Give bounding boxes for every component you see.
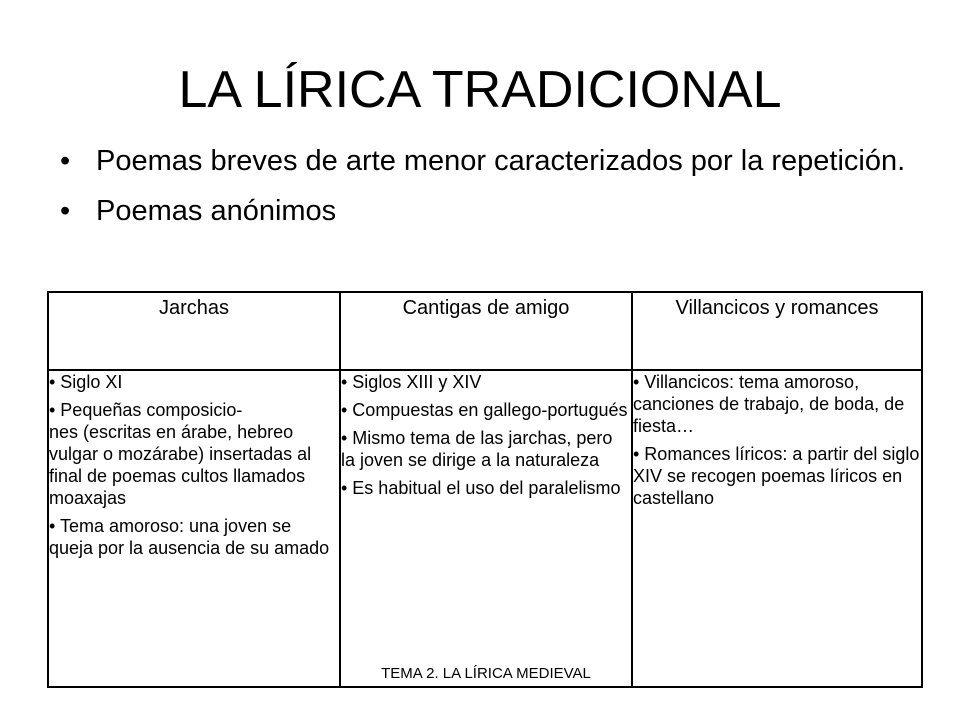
- cell-item: • Romances líricos: a partir del siglo XIV se recogen poemas líricos en castellano: [633, 444, 920, 508]
- cell-item: • Compuestas en gallego-portugués: [341, 400, 628, 420]
- bullet-item: • Poemas breves de arte menor caracterizados por la repetición.: [60, 142, 920, 180]
- slide-title: LA LÍRICA TRADICIONAL: [178, 61, 782, 119]
- slide-footer: TEMA 2. LA LÍRICA MEDIEVAL: [381, 665, 591, 682]
- cell-item: • Villancicos: tema amoroso, canciones de trabajo, de boda, de fiesta…: [633, 372, 905, 436]
- cell-item: • Mismo tema de las jarchas, pero la joven se dirige a la naturaleza: [341, 428, 613, 470]
- cell-item: • Pequeñas composicio-: [49, 400, 243, 420]
- table-header-row: [48, 292, 922, 370]
- header-cantigas: Cantigas de amigo: [340, 292, 632, 370]
- cell-item: nes (escritas en árabe, hebreo vulgar o mozárabe) insertadas al final de poemas cultos llamados moaxajas: [49, 422, 312, 508]
- header-villancicos: Villancicos y romances: [632, 292, 922, 370]
- table-row: [48, 370, 922, 687]
- bullet-item: • Poemas anónimos: [60, 192, 920, 230]
- cell-jarchas: [48, 370, 340, 687]
- cell-item: • Siglos XIII y XIV: [341, 372, 482, 392]
- comparison-table: [47, 291, 923, 688]
- cell-item: • Es habitual el uso del paralelismo: [341, 478, 621, 498]
- bullet-list: [60, 142, 920, 242]
- cell-cantigas: [340, 370, 632, 687]
- cell-item: • Tema amoroso: una joven se queja por la ausencia de su amado: [49, 516, 330, 558]
- header-jarchas: Jarchas: [48, 292, 340, 370]
- cell-villancicos: [632, 370, 922, 687]
- cell-item: • Siglo XI: [49, 372, 123, 392]
